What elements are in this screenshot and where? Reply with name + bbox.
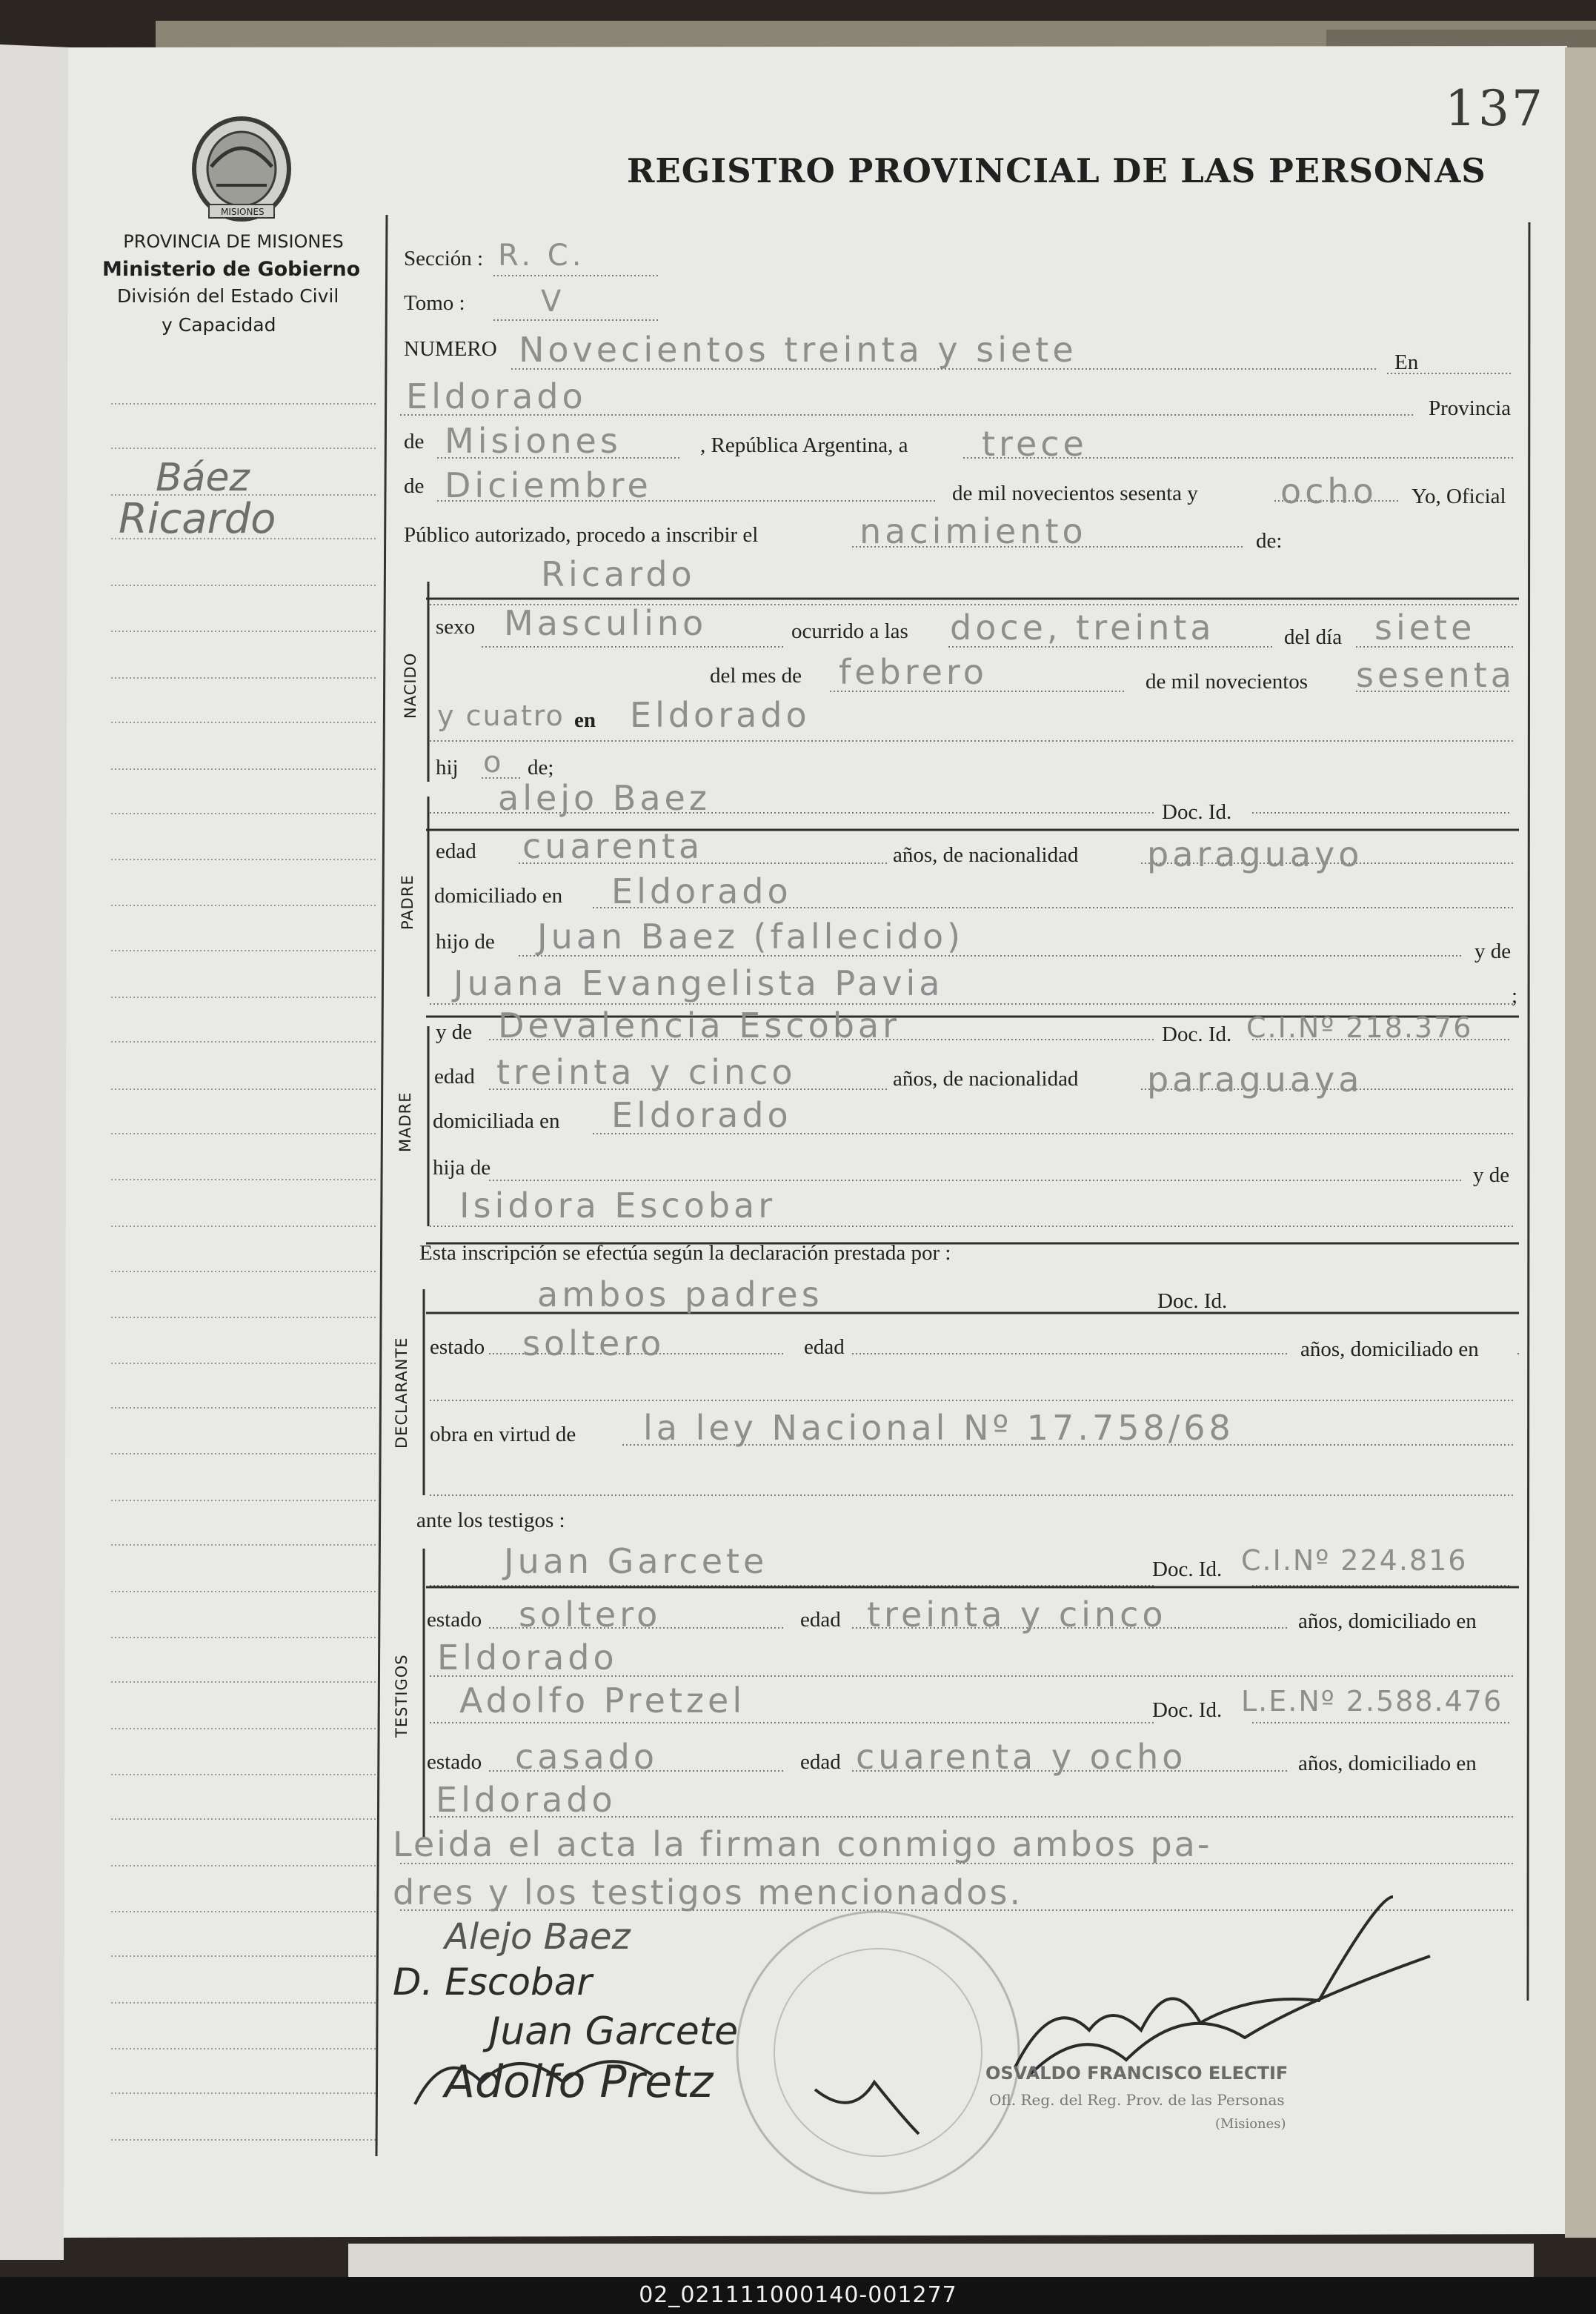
label-tomo: Tomo : [404,291,465,315]
label-de-1: de [404,430,425,453]
page-number: 137 [1445,80,1545,137]
label-edad-testigo-2: edad [800,1750,841,1774]
label-y-de-madre: y de [436,1020,473,1044]
label-nac-padre: años, de nacionalidad [893,843,1079,867]
sello-nombre: OSVALDO FRANCISCO ELECTIF [985,2063,1289,2084]
label-doc-madre: Doc. Id. [1162,1023,1232,1046]
testigo-1-estado: soltero [519,1595,662,1635]
label-hijo-de: hijo de [436,930,495,954]
testigo-2-domicilio: Eldorado [436,1780,616,1820]
nota-linea-2: dres y los testigos mencionados. [393,1872,1023,1912]
value-anio-inscripcion: ocho [1280,471,1377,511]
testigo-2-edad: cuarenta y ocho [856,1737,1187,1777]
value-nombre: Ricardo [541,554,696,594]
section-madre: MADRE [396,1091,414,1152]
section-testigos: TESTIGOS [393,1654,410,1738]
label-de-colon: de: [1256,529,1283,553]
province-emblem [194,119,289,219]
label-yo-oficial: Yo, Oficial [1412,485,1506,508]
firma-padre: Alejo Baez [445,1916,631,1958]
label-edad-testigo-1: edad [800,1608,841,1632]
margin-surname: Báez [156,456,250,500]
label-domic-testigo-2: años, domiciliado en [1298,1752,1477,1775]
label-republica: , República Argentina, a [700,433,908,457]
label-doc-testigo-2: Doc. Id. [1152,1698,1223,1722]
testigo-2-doc: L.E.Nº 2.588.476 [1241,1685,1503,1718]
label-doc-testigo-1: Doc. Id. [1152,1557,1223,1581]
label-ante-testigos: ante los testigos : [416,1509,565,1532]
value-dia-inscripcion: trece [982,424,1088,464]
testigo-1-edad: treinta y cinco [867,1595,1167,1635]
testigo-2-nombre: Adolfo Pretzel [459,1680,746,1720]
firma-madre: D. Escobar [393,1961,592,2004]
label-obra: obra en virtud de [430,1423,576,1446]
org-division: División del Estado Civil [117,285,339,307]
label-en: En [1394,350,1419,374]
label-seccion: Sección : [404,247,484,270]
label-hij: hij [436,756,459,779]
label-ocurrido: ocurrido a las [791,619,908,643]
value-dia-nac: siete [1374,608,1476,648]
label-semicolon: ; [1512,984,1518,1008]
value-provincia: Misiones [445,421,622,461]
value-lugar: Eldorado [406,376,587,416]
label-esta-insc: Esta inscripción se efectúa según la declaración prestada por : [419,1241,951,1265]
declarante-estado: soltero [522,1323,665,1363]
label-numero: NUMERO [404,337,497,361]
madre-edad: treinta y cinco [496,1052,797,1092]
label-edad-padre: edad [436,840,476,863]
label-del-mes: del mes de [710,664,802,688]
registry-title: REGISTRO PROVINCIAL DE LAS PERSONAS [627,151,1486,190]
value-mes-nac: febrero [839,652,988,692]
testigo-2-estado: casado [515,1737,658,1777]
declarante-obra: la ley Nacional Nº 17.758/68 [643,1408,1234,1448]
padre-padre: Juan Baez (fallecido) [537,917,965,957]
value-anio-nac-1: sesenta [1356,655,1515,695]
label-en-2: en [574,708,596,732]
label-publico: Público autorizado, procedo a inscribir el [404,523,759,547]
padre-edad: cuarenta [522,826,704,866]
madre-domicilio: Eldorado [611,1095,792,1135]
section-declarante: DECLARANTE [393,1337,410,1449]
label-de-2: de [404,474,425,498]
padre-madre: Juana Evangelista Pavia [453,963,944,1003]
firma-testigo-1: Juan Garcete [489,2009,739,2054]
label-estado-testigo-1: estado [427,1608,482,1632]
label-doc-padre: Doc. Id. [1162,800,1232,824]
label-de-mil-nov: de mil novecientos [1146,670,1309,694]
org-province: PROVINCIA DE MISIONES [123,231,344,252]
margin-given-name: Ricardo [119,495,276,543]
label-domic-padre: domiciliado en [434,884,563,908]
madre-madre: Isidora Escobar [459,1186,777,1226]
label-estado-declarante: estado [430,1335,485,1359]
emblem-label: MISIONES [221,207,265,217]
madre-doc: C.I.Nº 218.376 [1246,1011,1473,1044]
value-sexo: Masculino [504,603,708,643]
sello-cargo: Ofl. Reg. del Reg. Prov. de las Personas [989,2091,1285,2109]
value-hij-suffix: o [483,745,505,779]
label-y-de-1: y de [1474,940,1512,963]
previous-page-edge [0,44,70,2260]
declarante-nombre: ambos padres [537,1274,823,1314]
label-de-mil: de mil novecientos sesenta y [952,482,1198,505]
value-seccion: R. C. [498,239,585,273]
org-capacity: y Capacidad [162,314,276,336]
madre-nombre: Devalencia Escobar [498,1005,901,1045]
value-anio-nac-2: y cuatro [437,699,565,732]
label-sexo: sexo [436,615,476,639]
label-domic-madre: domiciliada en [433,1109,560,1133]
label-del-dia: del día [1284,625,1343,649]
padre-nombre: alejo Baez [498,778,711,818]
label-de-semi: de; [528,756,554,779]
section-nacido: NACIDO [402,652,419,719]
image-id-footer: 02_021111000140-001277 [0,2277,1596,2314]
label-doc-declarante: Doc. Id. [1157,1289,1228,1313]
label-nac-madre: años, de nacionalidad [893,1067,1079,1091]
testigo-1-nombre: Juan Garcete [504,1541,768,1581]
label-estado-testigo-2: estado [427,1750,482,1774]
sello-provincia: (Misiones) [1215,2116,1286,2132]
padre-domicilio: Eldorado [611,871,792,911]
value-mes-inscripcion: Diciembre [445,465,652,505]
label-hija-de: hija de [433,1156,491,1180]
label-edad-declarante: edad [804,1335,845,1359]
label-domic-testigo-1: años, domiciliado en [1298,1609,1477,1633]
label-domic-declarante: años, domiciliado en [1300,1337,1479,1361]
section-padre: PADRE [399,874,416,930]
label-provincia: Provincia [1429,396,1512,420]
value-tomo: V [541,285,565,319]
value-lugar-nac: Eldorado [630,695,811,735]
madre-nacionalidad: paraguaya [1147,1060,1363,1100]
label-y-de-2: y de [1473,1163,1510,1187]
value-hora: doce, treinta [950,608,1215,648]
label-edad-madre: edad [434,1065,475,1088]
org-ministry: Ministerio de Gobierno [102,258,361,281]
padre-nacionalidad: paraguayo [1147,834,1363,874]
value-numero: Novecientos treinta y siete [519,330,1077,370]
value-acto: nacimiento [859,511,1087,551]
nota-linea-1: Leida el acta la firman conmigo ambos pa- [393,1824,1212,1864]
testigo-1-domicilio: Eldorado [437,1638,618,1678]
firma-testigo-2: Adolfo Pretz [445,2056,714,2108]
testigo-1-doc: C.I.Nº 224.816 [1241,1544,1468,1577]
